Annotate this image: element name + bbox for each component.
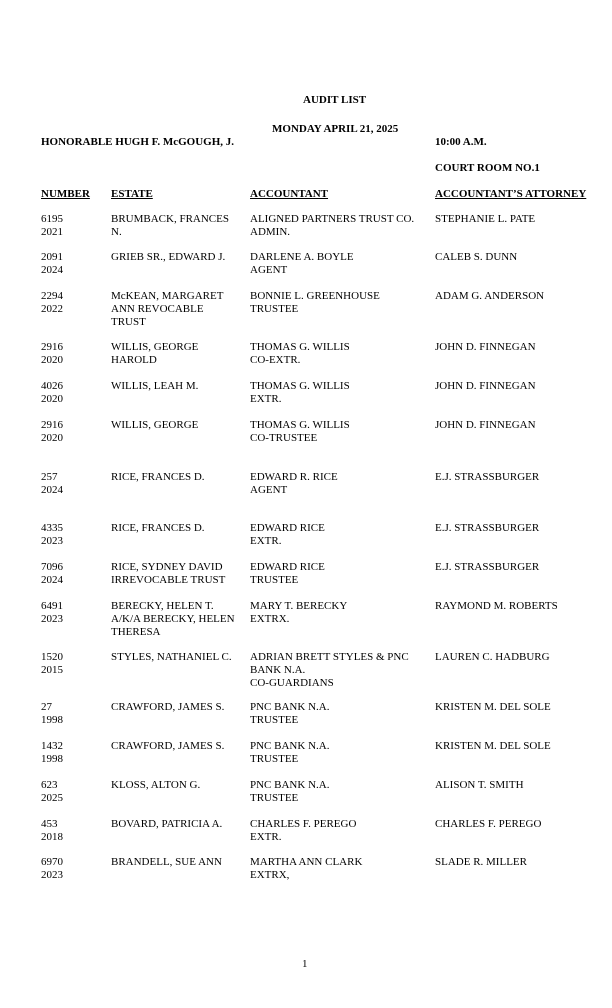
entry-attorney: E.J. STRASSBURGER	[435, 471, 540, 483]
entry-number: 27 1998	[41, 701, 63, 726]
entry-estate: CRAWFORD, JAMES S.	[111, 740, 225, 752]
entry-number: 7096 2024	[41, 561, 63, 586]
entry-estate: BERECKY, HELEN T. A/K/A BERECKY, HELEN THERESA	[111, 600, 235, 638]
entry-number: 2916 2020	[41, 419, 63, 444]
entry-estate: RICE, SYDNEY DAVID IRREVOCABLE TRUST	[111, 561, 226, 586]
entry-accountant: ADRIAN BRETT STYLES & PNC BANK N.A. CO-GUARDIANS	[250, 651, 409, 689]
judge-name: HONORABLE HUGH F. McGOUGH, J.	[41, 136, 235, 148]
column-header-number: NUMBER	[41, 188, 90, 200]
entry-number: 1432 1998	[41, 740, 63, 765]
entry-attorney: E.J. STRASSBURGER	[435, 522, 540, 534]
entry-accountant: PNC BANK N.A. TRUSTEE	[250, 701, 330, 726]
entry-accountant: BONNIE L. GREENHOUSE TRUSTEE	[250, 290, 380, 315]
entry-estate: WILLIS, GEORGE HAROLD	[111, 341, 199, 366]
entry-attorney: SLADE R. MILLER	[435, 856, 527, 868]
entry-attorney: CHARLES F. PEREGO	[435, 818, 542, 830]
entry-estate: KLOSS, ALTON G.	[111, 779, 201, 791]
entry-estate: RICE, FRANCES D.	[111, 522, 205, 534]
entry-number: 4026 2020	[41, 380, 63, 405]
entry-accountant: PNC BANK N.A. TRUSTEE	[250, 740, 330, 765]
entry-accountant: THOMAS G. WILLIS EXTR.	[250, 380, 350, 405]
column-header-estate: ESTATE	[111, 188, 153, 200]
entry-accountant: EDWARD RICE EXTR.	[250, 522, 325, 547]
entry-estate: McKEAN, MARGARET ANN REVOCABLE TRUST	[111, 290, 224, 328]
entry-attorney: RAYMOND M. ROBERTS	[435, 600, 558, 612]
entry-estate: BOVARD, PATRICIA A.	[111, 818, 223, 830]
entry-accountant: DARLENE A. BOYLE AGENT	[250, 251, 354, 276]
entry-number: 6491 2023	[41, 600, 63, 625]
entry-attorney: LAUREN C. HADBURG	[435, 651, 550, 663]
entry-accountant: THOMAS G. WILLIS CO-TRUSTEE	[250, 419, 350, 444]
entry-attorney: JOHN D. FINNEGAN	[435, 341, 536, 353]
entry-attorney: CALEB S. DUNN	[435, 251, 518, 263]
entry-attorney: ADAM G. ANDERSON	[435, 290, 545, 302]
entry-attorney: ALISON T. SMITH	[435, 779, 524, 791]
entry-number: 623 2025	[41, 779, 63, 804]
entry-accountant: MARTHA ANN CLARK EXTRX,	[250, 856, 363, 881]
entry-number: 1520 2015	[41, 651, 63, 676]
entry-estate: WILLIS, GEORGE	[111, 419, 199, 431]
entry-accountant: CHARLES F. PEREGO EXTR.	[250, 818, 357, 843]
column-header-accountant: ACCOUNTANT	[250, 188, 329, 200]
entry-number: 453 2018	[41, 818, 63, 843]
entry-accountant: ALIGNED PARTNERS TRUST CO. ADMIN.	[250, 213, 415, 238]
entry-estate: GRIEB SR., EDWARD J.	[111, 251, 226, 263]
entry-number: 2091 2024	[41, 251, 63, 276]
entry-number: 6195 2021	[41, 213, 63, 238]
entry-number: 2294 2022	[41, 290, 63, 315]
entry-accountant: EDWARD RICE TRUSTEE	[250, 561, 325, 586]
entry-number: 2916 2020	[41, 341, 63, 366]
entry-accountant: EDWARD R. RICE AGENT	[250, 471, 338, 496]
entry-estate: WILLIS, LEAH M.	[111, 380, 199, 392]
entry-attorney: KRISTEN M. DEL SOLE	[435, 740, 551, 752]
entry-accountant: PNC BANK N.A. TRUSTEE	[250, 779, 330, 804]
entry-attorney: E.J. STRASSBURGER	[435, 561, 540, 573]
hearing-time: 10:00 A.M.	[435, 136, 487, 148]
entry-estate: CRAWFORD, JAMES S.	[111, 701, 225, 713]
entry-attorney: JOHN D. FINNEGAN	[435, 419, 536, 431]
column-header-attorney: ACCOUNTANT’S ATTORNEY	[435, 188, 587, 200]
entry-estate: RICE, FRANCES D.	[111, 471, 205, 483]
entry-estate: BRUMBACK, FRANCES N.	[111, 213, 229, 238]
entry-estate: BRANDELL, SUE ANN	[111, 856, 222, 868]
entry-accountant: THOMAS G. WILLIS CO-EXTR.	[250, 341, 350, 366]
entry-accountant: MARY T. BERECKY EXTRX.	[250, 600, 348, 625]
entry-number: 6970 2023	[41, 856, 63, 881]
page-number: 1	[302, 958, 308, 970]
entry-attorney: STEPHANIE L. PATE	[435, 213, 536, 225]
entry-number: 257 2024	[41, 471, 63, 496]
entry-number: 4335 2023	[41, 522, 63, 547]
hearing-date: MONDAY APRIL 21, 2025	[272, 123, 399, 135]
courtroom: COURT ROOM NO.1	[435, 162, 540, 174]
entry-attorney: JOHN D. FINNEGAN	[435, 380, 536, 392]
entry-attorney: KRISTEN M. DEL SOLE	[435, 701, 551, 713]
entry-estate: STYLES, NATHANIEL C.	[111, 651, 232, 663]
